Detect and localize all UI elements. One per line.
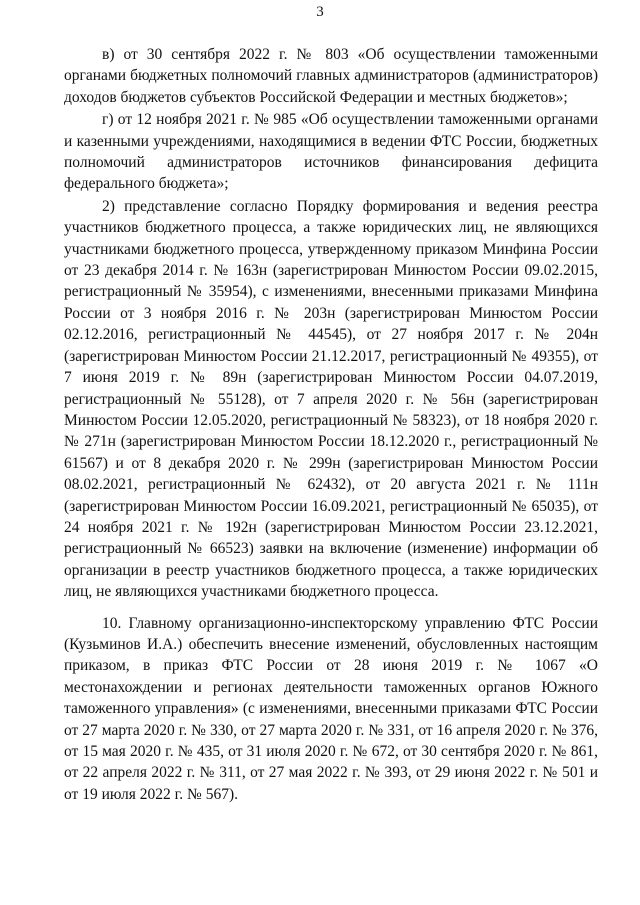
paragraph-clause-10: 10. Главному организационно-инспекторскому управлению ФТС России (Кузьминов И.А.) обеспечить внесение изменений, обусловленных настоящим приказом, в приказ ФТС России от 28 июня 2019 г. № 1067 «О местонахождении и регионах деятельности таможенных органов Южного таможенного управления» (с изменениями, внесенными приказами ФТС России от 27 марта 2020 г. № 330, от 27 марта 2020 г. № 331, от 16 апреля 2020 г. № 376, от 15 мая 2020 г. № 435, от 31 июля 2020 г. № 672, от 30 сентября 2020 г. № 861, от 22 апреля 2022 г. № 311, от 27 мая 2022 г. № 393, от 29 июня 2022 г. № 501 и от 19 июля 2022 г. № 567). (64, 614, 598, 803)
page-number: 3 (316, 4, 324, 20)
paragraph-item-g: г) от 12 ноября 2021 г. № 985 «Об осуществлении таможенными органами и казенными учреждениями, находящимися в ведении ФТС России, бюджетных полномочий администраторов источников финансирования дефицита федерального бюджета»; (64, 111, 598, 193)
paragraph-item-v: в) от 30 сентября 2022 г. № 803 «Об осуществлении таможенными органами бюджетных полномочий главных администраторов (администраторов) доходов бюджетов субъектов Российской Федерации и местных бюджетов»; (64, 46, 598, 106)
paragraph-item-2: 2) представление согласно Порядку формирования и ведения реестра участников бюджетного процесса, а также юридических лиц, не являющихся участниками бюджетного процесса, утвержденному приказом Минфина России от 23 декабря 2014 г. № 163н (зарегистрирован Минюстом России 09.02.2015, регистрационный № 35954), с изменениями, внесенными приказами Минфина России от 3 ноября 2016 г. № 203н (зарегистрирован Минюстом России 02.12.2016, регистрационный № 44545), от 27 ноября 2017 г. № 204н (зарегистрирован Минюстом России 21.12.2017, регистрационный № 49355), от 7 июня 2019 г. № 89н (зарегистрирован Минюстом России 04.07.2019, регистрационный № 55128), от 7 апреля 2020 г. № 56н (зарегистрирован Минюстом России 12.05.2020, регистрационный № 58323), от 18 ноября 2020 г. № 271н (зарегистрирован Минюстом России 18.12.2020 г., регистрационный № 61567) и от 8 декабря 2020 г. № 299н (зарегистрирован Минюстом России 08.02.2021, регистрационный № 62432), от 20 августа 2021 г. № 111н (зарегистрирован Минюстом России 16.09.2021, регистрационный № 65035), от 24 ноября 2021 г. № 192н (зарегистрирован Минюстом России 23.12.2021, регистрационный № 66523) заявки на включение (изменение) информации об организации в реестр участников бюджетного процесса, а также юридических лиц, не являющихся участниками бюджетного процесса. (64, 197, 598, 601)
document-body (64, 44, 598, 805)
